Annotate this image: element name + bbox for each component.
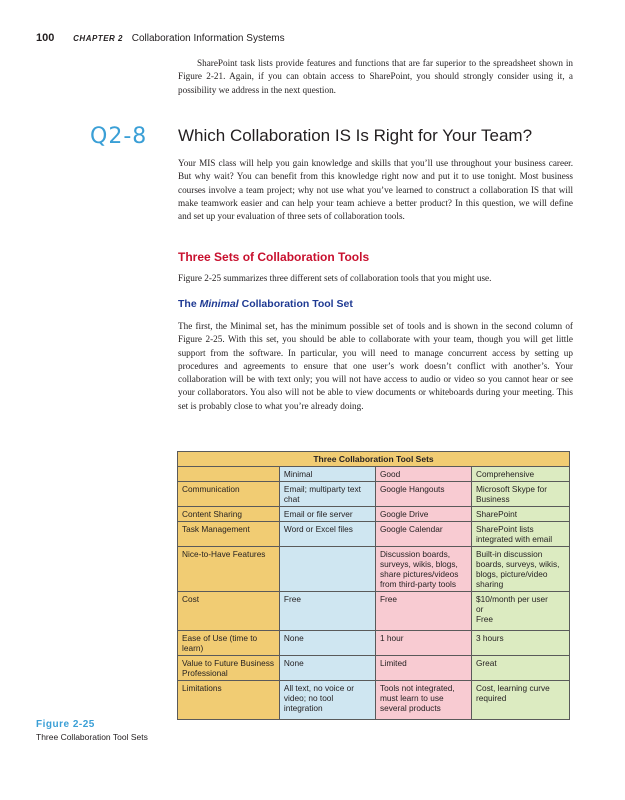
table-row	[178, 592, 570, 631]
cell-comprehensive: 3 hours	[471, 631, 569, 656]
table-row	[178, 681, 570, 720]
figure-caption	[36, 719, 148, 742]
cell-minimal: Word or Excel files	[279, 522, 375, 547]
section-number: Q2-8	[90, 124, 148, 149]
table-row	[178, 631, 570, 656]
column-header-comprehensive: Comprehensive	[471, 467, 569, 482]
cell-good: Google Calendar	[375, 522, 471, 547]
cell-good: 1 hour	[375, 631, 471, 656]
row-label: Value to Future Business Professional	[178, 656, 280, 681]
cell-good: Google Hangouts	[375, 482, 471, 507]
heading-post: Collaboration Tool Set	[238, 298, 353, 310]
table-corner	[178, 467, 280, 482]
cell-good: Google Drive	[375, 507, 471, 522]
page-number: 100	[36, 32, 55, 44]
section-paragraph: Your MIS class will help you gain knowledge and skills that you’ll use throughout your business career. But why wait? You can benefit from this knowledge right now and put it to use tonight. Most business courses involve a team project; why not use what you’ve learned to construct a collaboration IS that will make teamwork easier and can help your team achieve a better product? In this question, we will define and set up your evaluation of three sets of collaboration tools.	[178, 158, 573, 222]
cell-comprehensive: Built-in discussion boards, surveys, wikis, blogs, picture/video sharing	[471, 547, 569, 592]
subsubsection-paragraph: The first, the Minimal set, has the minimum possible set of tools and is shown in the second column of Figure 2-25. With this set, you should be able to collaborate with your team, though you will get little support from the software. In particular, you will need to manage concurrent access by setting up procedures and agreements to ensure that one user’s work doesn’t conflict with another’s. Your collaboration will be with text only; you will not have access to audio or video so you cannot hear or see your collaborators. You also will not be able to view documents or whiteboards during your meeting. This set is probably close to what you’re already doing.	[178, 321, 573, 411]
figure-title: Three Collaboration Tool Sets	[36, 732, 148, 742]
table-row	[178, 507, 570, 522]
heading-pre: The	[178, 298, 200, 310]
figure-label: Figure 2-25	[36, 719, 95, 730]
cell-good: Free	[375, 592, 471, 631]
cell-minimal: Email or file server	[279, 507, 375, 522]
row-label: Cost	[178, 592, 280, 631]
collaboration-tool-table	[177, 451, 570, 720]
row-label: Nice-to-Have Features	[178, 547, 280, 592]
row-label: Communication	[178, 482, 280, 507]
row-label: Ease of Use (time to learn)	[178, 631, 280, 656]
section-title: Which Collaboration IS Is Right for Your Team?	[178, 126, 533, 145]
row-label: Task Management	[178, 522, 280, 547]
cell-comprehensive: SharePoint lists integrated with email	[471, 522, 569, 547]
column-header-good: Good	[375, 467, 471, 482]
subsection-heading: Three Sets of Collaboration Tools	[178, 250, 370, 264]
cell-minimal: Email; multiparty text chat	[279, 482, 375, 507]
cell-comprehensive: Great	[471, 656, 569, 681]
intro-paragraph: SharePoint task lists provide features and functions that are far superior to the spreadsheet shown in Figure 2-21. Again, if you can obtain access to SharePoint, you should strongly consider using it, a possibility we address in the next question.	[178, 58, 573, 95]
cell-comprehensive: $10/month per user or Free	[471, 592, 569, 631]
table-title: Three Collaboration Tool Sets	[178, 452, 570, 467]
cell-minimal	[279, 547, 375, 592]
chapter-label: CHAPTER 2	[73, 34, 123, 43]
cell-good: Limited	[375, 656, 471, 681]
table-row	[178, 482, 570, 507]
cell-minimal: None	[279, 631, 375, 656]
cell-minimal: None	[279, 656, 375, 681]
cell-good: Tools not integrated, must learn to use several products	[375, 681, 471, 720]
table-row	[178, 656, 570, 681]
page-header	[36, 32, 285, 44]
row-label: Content Sharing	[178, 507, 280, 522]
row-label: Limitations	[178, 681, 280, 720]
cell-minimal: Free	[279, 592, 375, 631]
subsection-paragraph: Figure 2-25 summarizes three different sets of collaboration tools that you might use.	[178, 273, 492, 283]
cell-minimal: All text, no voice or video; no tool integration	[279, 681, 375, 720]
heading-emphasis: Minimal	[199, 298, 239, 310]
cell-good: Discussion boards, surveys, wikis, blogs, share pictures/videos from third-party tools	[375, 547, 471, 592]
cell-comprehensive: SharePoint	[471, 507, 569, 522]
column-header-minimal: Minimal	[279, 467, 375, 482]
table-row	[178, 547, 570, 592]
cell-comprehensive: Microsoft Skype for Business	[471, 482, 569, 507]
subsubsection-heading	[178, 298, 353, 310]
table-row	[178, 522, 570, 547]
cell-comprehensive: Cost, learning curve required	[471, 681, 569, 720]
chapter-title: Collaboration Information Systems	[131, 33, 285, 44]
